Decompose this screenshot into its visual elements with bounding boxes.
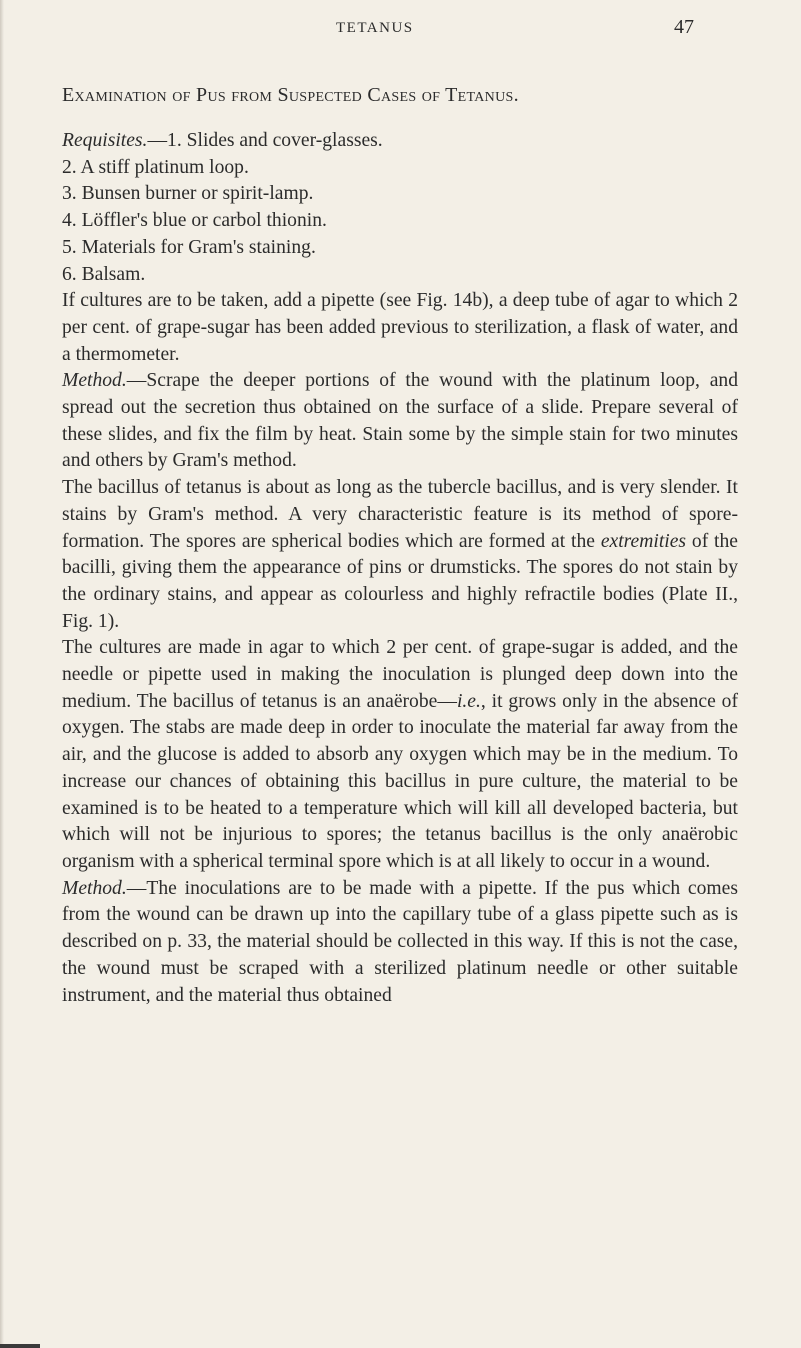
page-header (0, 16, 801, 50)
body-text (62, 128, 738, 1009)
requisite-item (62, 128, 738, 155)
section-title: Examination of Pus from Suspected Cases of Tetanus. (62, 84, 519, 106)
requisite-text: —1. Slides and cover-glasses. (147, 130, 383, 151)
requisites-label: Requisites. (62, 130, 148, 151)
bacillus-emphasis: extremities (600, 530, 687, 552)
requisite-item: 4. Löffler's blue or carbol thionin. (62, 210, 327, 232)
method-label-2: Method. (62, 877, 127, 899)
requisite-item: 3. Bunsen burner or spirit-lamp. (62, 183, 314, 205)
requisite-item: 6. Balsam. (62, 263, 146, 285)
cultures-text-start: The cultures are made in agar to which 2 per cent. of grape-sugar is added, and the needle or pipette used in making the inoculation is plunged deep down into the medium. The bacillus of tetanus is an anaërobe— (62, 637, 738, 712)
method-paragraph (62, 368, 738, 475)
page-number: 47 (674, 16, 694, 38)
method-label: Method. (62, 370, 127, 392)
method-paragraph-2 (62, 876, 738, 1010)
method-text-2: —The inoculations are to be made with a pipette. If the pus which comes from the wound can be drawn up into the capillary tube of a glass pipette such as is described on p. 33, the material should be collected in this way. If this is not the case, the wound must be scraped with a sterilized platinum needle or other suitable instrument, and the material thus obtained (62, 877, 738, 1006)
cultures-note-paragraph: If cultures are to be taken, add a pipette (see Fig. 14b), a deep tube of agar to which 2 per cent. of grape-sugar has been added previous to sterilization, a flask of water, and a thermometer. (62, 290, 738, 365)
bacillus-text-end: of the bacilli, giving them the appearance of pins or drumsticks. The spores do not stain by the ordinary stains, and appear as colourless and highly refractile bodies (Plate II., Fig. 1). (62, 530, 738, 632)
requisite-item: 5. Materials for Gram's staining. (62, 236, 316, 258)
bacillus-text-start: The bacillus of tetanus is about as long as the tubercle bacillus, and is very slender. It stains by Gram's method. A very characteristic feature is its method of spore-formation. The spores are spherical bodies which are formed at the (62, 477, 738, 552)
cultures-text-end: , it grows only in the absence of oxygen. The stabs are made deep in order to inoculate the material far away from the air, and the glucose is added to absorb any oxygen which may be in the medium. To increase our chances of obtaining this bacillus in pure culture, the material to be examined is to be heated to a temperature which will kill all developed bacteria, but which will not be injurious to spores; the tetanus bacillus is the only anaërobic organism with a spherical terminal spore which is at all likely to occur in a wound. (62, 690, 739, 872)
method-text: —Scrape the deeper portions of the wound with the platinum loop, and spread out the secretion thus obtained on the surface of a slide. Prepare several of these slides, and fix the film by heat. Stain some by the simple stain for two minutes and others by Gram's method. (62, 370, 738, 472)
cultures-paragraph (62, 635, 738, 875)
bacillus-paragraph (62, 475, 738, 635)
bottom-rule (0, 1344, 40, 1348)
page-edge (0, 0, 4, 1348)
cultures-emphasis: i.e. (456, 690, 481, 712)
requisite-item: 2. A stiff platinum loop. (62, 156, 249, 178)
running-head: TETANUS (336, 20, 414, 36)
